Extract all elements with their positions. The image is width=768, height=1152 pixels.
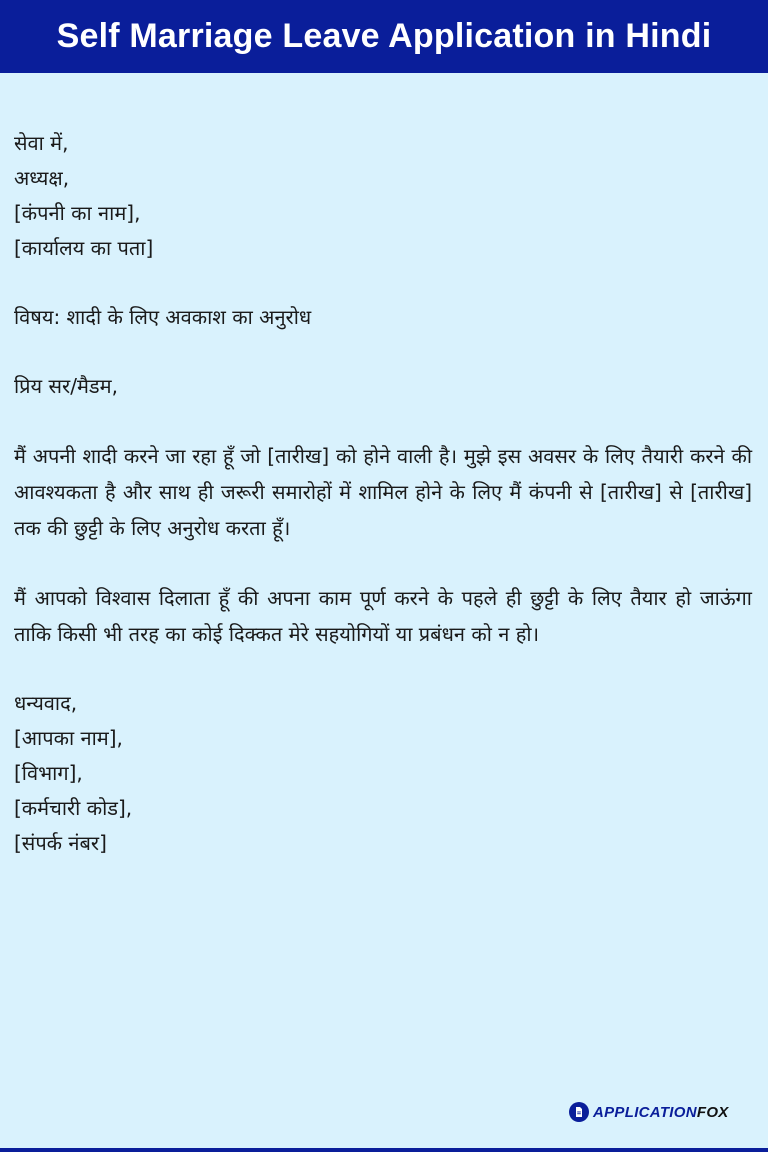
body-paragraph: मैं आपको विश्वास दिलाता हूँ की अपना काम पूर्ण करने के पहले ही छुट्टी के लिए तैयार हो जाऊंगा ताकि किसी भी तरह का कोई दिक्कत मेरे सहयोगियों या प्रबंधन को न हो।	[14, 586, 752, 646]
salutation: प्रिय सर/मैडम,	[14, 374, 118, 398]
closing-line: [विभाग],	[14, 761, 83, 785]
address-line: [कार्यालय का पता]	[14, 236, 154, 260]
closing-line: धन्यवाद,	[14, 691, 78, 715]
letter-body	[14, 126, 752, 861]
document-icon	[569, 1102, 589, 1122]
recipient-address	[14, 126, 752, 266]
address-line: [कंपनी का नाम],	[14, 201, 141, 225]
closing-line: [कर्मचारी कोड],	[14, 796, 133, 820]
header-banner	[0, 0, 768, 73]
address-line: अध्यक्ष,	[14, 166, 70, 190]
page-title: Self Marriage Leave Application in Hindi	[56, 17, 712, 55]
closing-line: [संपर्क नंबर]	[14, 831, 107, 855]
bottom-border	[0, 1148, 768, 1152]
body-paragraph: मैं अपनी शादी करने जा रहा हूँ जो [तारीख] को होने वाली है। मुझे इस अवसर के लिए तैयारी करने की आवश्यकता है और साथ ही जरूरी समारोहों में शामिल होने के लिए मैं कंपनी से [तारीख] से [तारीख] तक की छुट्टी के लिए अनुरोध करता हूँ।	[14, 444, 752, 540]
address-line: सेवा में,	[14, 131, 69, 155]
brand-name: APPLICATIONFOX	[593, 1103, 729, 1121]
brand-logo	[569, 1102, 729, 1122]
signature-block	[14, 686, 752, 861]
subject-line: विषय: शादी के लिए अवकाश का अनुरोध	[14, 305, 312, 329]
closing-line: [आपका नाम],	[14, 726, 123, 750]
